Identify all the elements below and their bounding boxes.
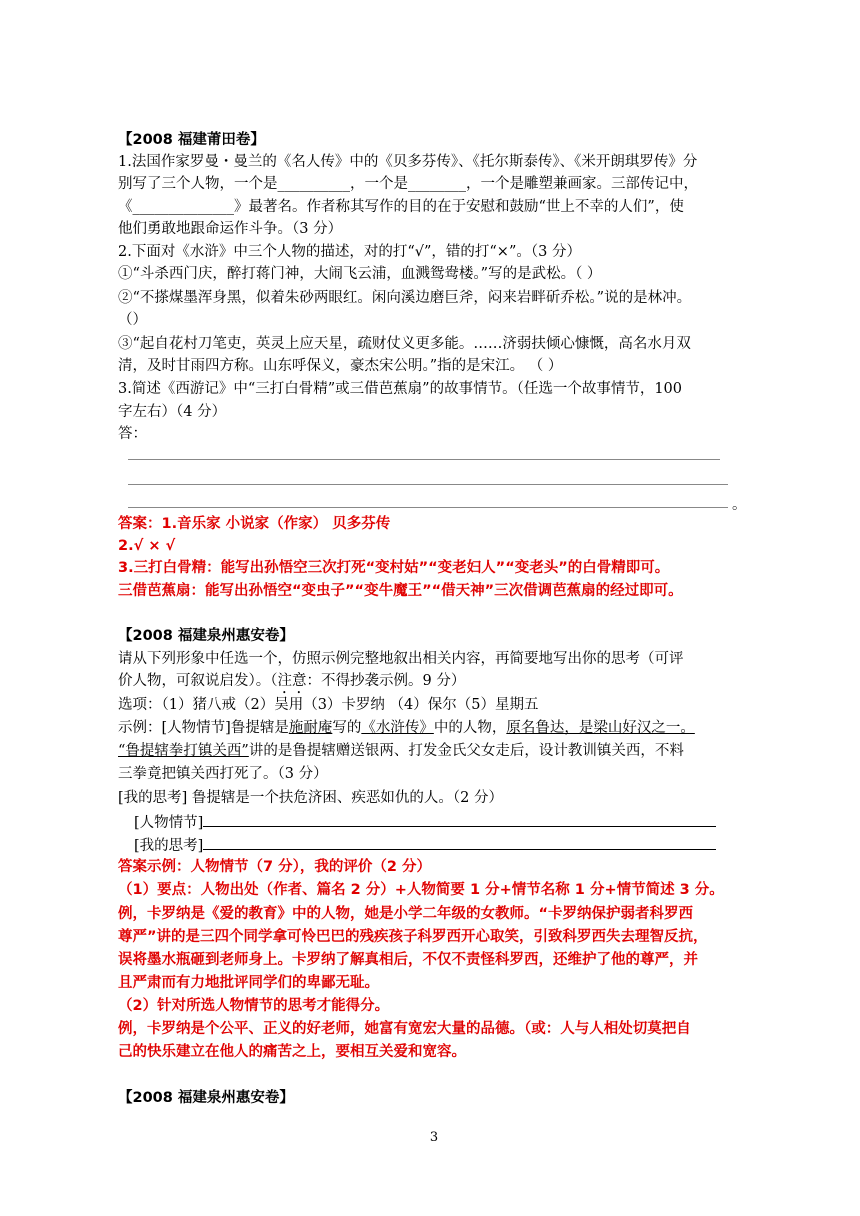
section-heading-huian-2: 【2008 福建泉州惠安卷】 — [118, 1090, 294, 1106]
q2-item-3-cont: 清，及时甘雨四方称。山东呼保义，豪杰宋公明。”指的是宋江。 （ ） — [118, 358, 563, 374]
sample-answer-point-1: （1）要点：人物出处（作者、篇名 2 分）+人物简要 1 分+情节名称 1 分+情节简述 3 分。 — [118, 882, 724, 898]
q2-item-3: ③“起自花村刀笔吏，英灵上应天星，疏财仗义更多能。……济弱扶倾心慷慨，高名水月双 — [118, 336, 691, 352]
answer-prompt: 答： — [118, 426, 147, 442]
example-line-1: 示例：[人物情节]鲁提辖是施耐庵写的《水浒传》中的人物，原名鲁达，是梁山好汉之一。 — [118, 720, 695, 736]
field-thinking: [我的思考] — [134, 833, 754, 857]
section-heading-huian: 【2008 福建泉州惠安卷】 — [118, 628, 294, 644]
sample-answer-example-4: 且严肃而有力地批评同学们的卑鄙无耻。 — [118, 975, 379, 991]
field-plot: [人物情节] — [134, 810, 754, 834]
sample-answer-think-1: 例，卡罗纳是个公平、正义的好老师，她富有宽宏大量的品德。（或：人与人相处切莫把自 — [118, 1021, 691, 1037]
answer-line-3 — [128, 507, 728, 508]
q3-line-1: 3.简述《西游记》中“三打白骨精”或三借芭蕉扇”的故事情节。（任选一个故事情节，100 — [118, 381, 682, 397]
intro-line-1: 请从下列形象中任选一个，仿照示例完整地叙出相关内容，再简要地写出你的思考（可评 — [118, 651, 684, 667]
example-line-2: “鲁提辖拳打镇关西”讲的是鲁提辖赠送银两、打发金氏父女走后，设计教训镇关西，不料 — [118, 743, 684, 759]
page-number: 3 — [429, 1130, 439, 1145]
answer-line-period: 。 — [732, 497, 747, 513]
answer-2: 2.√ × √ — [118, 538, 176, 554]
think-example: [我的思考] 鲁提辖是一个扶危济困、疾恶如仇的人。（2 分） — [118, 790, 504, 806]
q2-item-2-paren: （） — [118, 312, 147, 328]
q3-line-2: 字左右）（4 分） — [118, 404, 227, 420]
q1-line-2: 别写了三个人物，一个是__________，一个是________，一个是雕塑兼画家。三部传记中， — [118, 176, 698, 192]
sample-answer-point-2: （2）针对所选人物情节的思考才能得分。 — [118, 998, 390, 1014]
q1-line-3: 《______________》最著名。作者称其写作的目的在于安慰和鼓励“世上不幸的人们”，使 — [118, 199, 684, 215]
answer-line-1 — [128, 459, 720, 460]
answer-line-2 — [128, 484, 728, 485]
q2-prompt: 2.下面对《水浒》中三个人物的描述，对的打“√”，错的打“×”。（3 分） — [118, 244, 581, 260]
sample-answer-header: 答案示例：人物情节（7 分），我的评价（2 分） — [118, 859, 432, 875]
q1-line-1: 1.法国作家罗曼・曼兰的《名人传》中的《贝多芬传》、《托尔斯泰传》、《米开朗琪罗传》分 — [118, 154, 698, 170]
q2-item-2: ②“不搽煤墨浑身黑，似着朱砂两眼红。闲向溪边磨巨斧，闷来岩畔斫乔松。”说的是林冲。 — [118, 290, 692, 306]
intro-line-2: 价人物，可叙说启发）。（注意：不得抄袭示例。9 分） — [118, 673, 466, 689]
sample-answer-example-3: 误将墨水瓶砸到老师身上。卡罗纳了解真相后，不仅不责怪科罗西，还维护了他的尊严，并 — [118, 952, 698, 968]
answer-1: 答案：1.音乐家 小说家（作家） 贝多芬传 — [118, 516, 391, 532]
sample-answer-think-2: 己的快乐建立在他人的痛苦之上，要相互关爱和宽容。 — [118, 1044, 466, 1060]
sample-answer-example-1: 例，卡罗纳是《爱的教育》中的人物，她是小学二年级的女教师。“卡罗纳保护弱者科罗西 — [118, 906, 694, 922]
sample-answer-example-2: 尊严”讲的是三四个同学拿可怜巴巴的残疾孩子科罗西开心取笑，引致科罗西失去理智反抗， — [118, 929, 708, 945]
q1-line-4: 他们勇敢地跟命运作斗争。（3 分） — [118, 221, 343, 237]
answer-3b: 三借芭蕉扇：能写出孙悟空“变虫子”“变牛魔王”“借天神”三次借调芭蕉扇的经过即可。 — [118, 583, 683, 599]
answer-3a: 3.三打白骨精：能写出孙悟空三次打死“变村姑”“变老妇人”“变老头”的白骨精即可。 — [118, 560, 670, 576]
example-line-3: 三拳竟把镇关西打死了。（3 分） — [118, 766, 328, 782]
section-heading-putian: 【2008 福建莆田卷】 — [118, 132, 265, 148]
options-line: 选项：（1）猪八戒（2）吴用（3）卡罗纳 （4）保尔（5）星期五 — [118, 697, 539, 713]
q2-item-1: ①“斗杀西门庆，醉打蒋门神，大闹飞云浦，血溅鸳鸯楼。”写的是武松。（ ） — [118, 266, 602, 282]
